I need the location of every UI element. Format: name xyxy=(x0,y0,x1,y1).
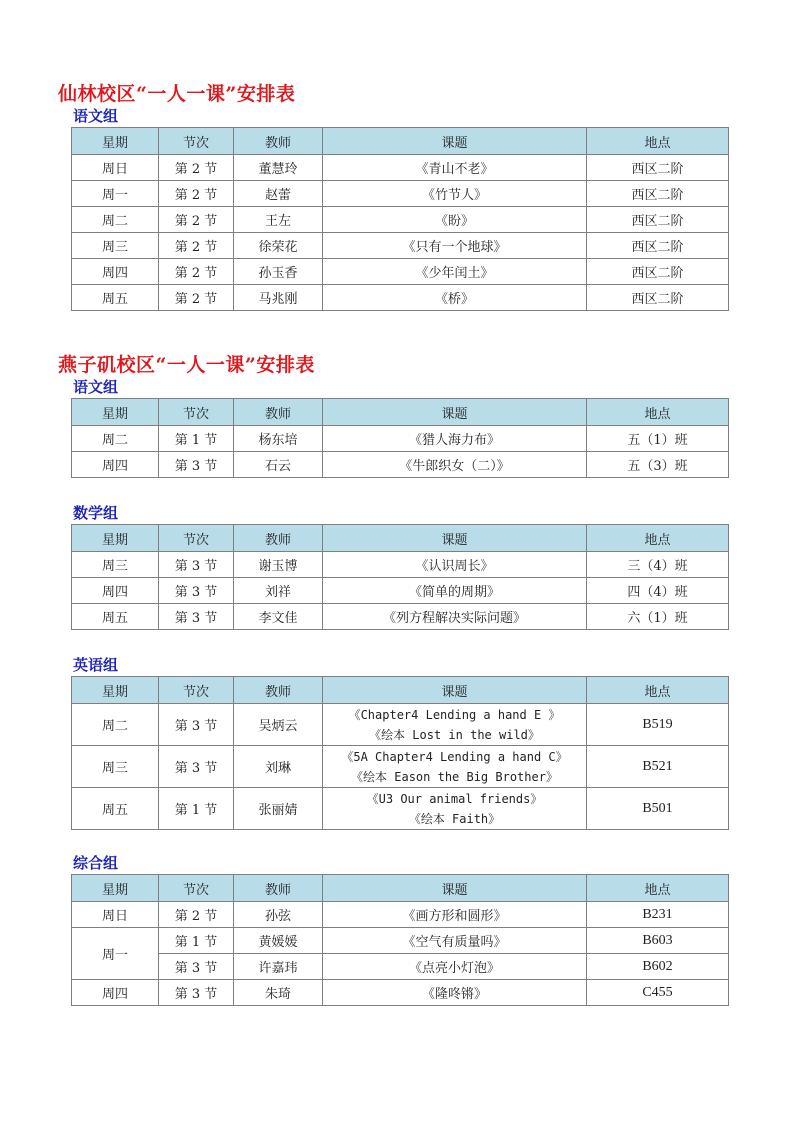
header-day: 星期 xyxy=(72,128,159,155)
cell-teacher: 徐荣花 xyxy=(234,233,323,259)
header-day: 星期 xyxy=(72,525,159,552)
header-room: 地点 xyxy=(587,525,729,552)
header-period: 节次 xyxy=(159,128,234,155)
cell-topic: 《竹节人》 xyxy=(323,181,587,207)
header-room: 地点 xyxy=(587,399,729,426)
table-row xyxy=(72,259,729,285)
table-row xyxy=(72,746,729,788)
yanziji-general-table xyxy=(71,874,729,1006)
header-topic: 课题 xyxy=(323,525,587,552)
cell-room: 五（1）班 xyxy=(587,426,729,452)
cell-period: 第 2 节 xyxy=(159,155,234,181)
table-row xyxy=(72,980,729,1006)
cell-teacher: 刘祥 xyxy=(234,578,323,604)
header-teacher: 教师 xyxy=(234,128,323,155)
yanziji-chinese-group-title: 语文组 xyxy=(73,378,119,396)
cell-period: 第 3 节 xyxy=(159,552,234,578)
cell-topic: 《青山不老》 xyxy=(323,155,587,181)
cell-teacher: 刘琳 xyxy=(234,746,323,788)
header-topic: 课题 xyxy=(323,875,587,902)
cell-teacher: 朱琦 xyxy=(234,980,323,1006)
cell-room: 西区二阶 xyxy=(587,285,729,311)
table-row xyxy=(72,233,729,259)
yanziji-title: 燕子矶校区“一人一课”安排表 xyxy=(58,354,315,376)
table-row xyxy=(72,604,729,630)
cell-topic: 《点亮小灯泡》 xyxy=(323,954,587,980)
cell-period: 第 2 节 xyxy=(159,259,234,285)
cell-topic: 《认识周长》 xyxy=(323,552,587,578)
cell-room: 西区二阶 xyxy=(587,181,729,207)
table-header-row xyxy=(72,875,729,902)
cell-period: 第 2 节 xyxy=(159,207,234,233)
topic-line-2: 《绘本 Faith》 xyxy=(408,811,501,826)
cell-day: 周四 xyxy=(72,259,159,285)
cell-topic: 《少年闰土》 xyxy=(323,259,587,285)
cell-day: 周二 xyxy=(72,426,159,452)
header-teacher: 教师 xyxy=(234,677,323,704)
table-header-row xyxy=(72,677,729,704)
table-header-row xyxy=(72,399,729,426)
cell-topic: 《列方程解决实际问题》 xyxy=(323,604,587,630)
cell-day: 周四 xyxy=(72,452,159,478)
cell-teacher: 董慧玲 xyxy=(234,155,323,181)
cell-teacher: 石云 xyxy=(234,452,323,478)
cell-teacher: 孙玉香 xyxy=(234,259,323,285)
cell-day: 周日 xyxy=(72,902,159,928)
table-row xyxy=(72,155,729,181)
cell-teacher: 孙弦 xyxy=(234,902,323,928)
table-header-row xyxy=(72,128,729,155)
table-row xyxy=(72,426,729,452)
cell-day: 周三 xyxy=(72,233,159,259)
cell-period: 第 3 节 xyxy=(159,452,234,478)
table-row xyxy=(72,704,729,746)
cell-topic: 《盼》 xyxy=(323,207,587,233)
header-teacher: 教师 xyxy=(234,525,323,552)
xianlin-chinese-table xyxy=(71,127,729,311)
table-row xyxy=(72,954,729,980)
header-period: 节次 xyxy=(159,875,234,902)
cell-day: 周四 xyxy=(72,980,159,1006)
table-row xyxy=(72,902,729,928)
header-room: 地点 xyxy=(587,677,729,704)
header-day: 星期 xyxy=(72,875,159,902)
table-row xyxy=(72,928,729,954)
table-row xyxy=(72,552,729,578)
topic-line-1: 《5A Chapter4 Lending a hand C》 xyxy=(341,749,568,764)
table-row xyxy=(72,452,729,478)
yanziji-english-group-title: 英语组 xyxy=(73,656,119,674)
cell-teacher: 张丽婧 xyxy=(234,788,323,830)
cell-topic: 《只有一个地球》 xyxy=(323,233,587,259)
cell-teacher: 杨东培 xyxy=(234,426,323,452)
yanziji-math-table xyxy=(71,524,729,630)
yanziji-math-group-title: 数学组 xyxy=(73,504,119,522)
yanziji-chinese-table xyxy=(71,398,729,478)
cell-room: 西区二阶 xyxy=(587,259,729,285)
topic-line-2: 《绘本 Eason the Big Brother》 xyxy=(351,769,558,784)
header-topic: 课题 xyxy=(323,128,587,155)
header-room: 地点 xyxy=(587,875,729,902)
cell-room: B602 xyxy=(587,954,729,980)
cell-period: 第 2 节 xyxy=(159,181,234,207)
header-topic: 课题 xyxy=(323,399,587,426)
header-room: 地点 xyxy=(587,128,729,155)
table-header-row xyxy=(72,525,729,552)
cell-period: 第 1 节 xyxy=(159,788,234,830)
table-row xyxy=(72,207,729,233)
cell-day: 周五 xyxy=(72,604,159,630)
cell-topic: 《简单的周期》 xyxy=(323,578,587,604)
cell-teacher: 黄媛媛 xyxy=(234,928,323,954)
cell-room: C455 xyxy=(587,980,729,1006)
topic-line-2: 《绘本 Lost in the wild》 xyxy=(369,727,540,742)
cell-room: 五（3）班 xyxy=(587,452,729,478)
header-topic: 课题 xyxy=(323,677,587,704)
cell-teacher: 王左 xyxy=(234,207,323,233)
cell-period: 第 3 节 xyxy=(159,746,234,788)
cell-topic: 《画方形和圆形》 xyxy=(323,902,587,928)
cell-day: 周日 xyxy=(72,155,159,181)
cell-period: 第 2 节 xyxy=(159,233,234,259)
topic-line-1: 《U3 Our animal friends》 xyxy=(366,791,543,806)
cell-topic: 《桥》 xyxy=(323,285,587,311)
table-row xyxy=(72,285,729,311)
cell-room: B519 xyxy=(587,704,729,746)
cell-day: 周三 xyxy=(72,746,159,788)
table-row xyxy=(72,578,729,604)
cell-teacher: 许嘉玮 xyxy=(234,954,323,980)
cell-period: 第 1 节 xyxy=(159,426,234,452)
header-teacher: 教师 xyxy=(234,399,323,426)
header-day: 星期 xyxy=(72,677,159,704)
yanziji-english-table xyxy=(71,676,729,830)
cell-teacher: 李文佳 xyxy=(234,604,323,630)
cell-period: 第 2 节 xyxy=(159,285,234,311)
cell-teacher: 马兆刚 xyxy=(234,285,323,311)
xianlin-chinese-group-title: 语文组 xyxy=(73,107,119,125)
header-day: 星期 xyxy=(72,399,159,426)
header-teacher: 教师 xyxy=(234,875,323,902)
cell-teacher: 谢玉博 xyxy=(234,552,323,578)
cell-topic: 《牛郎织女（二）》 xyxy=(323,452,587,478)
header-period: 节次 xyxy=(159,677,234,704)
table-row xyxy=(72,181,729,207)
cell-day-merged: 周一 xyxy=(72,928,159,980)
cell-room: B231 xyxy=(587,902,729,928)
header-period: 节次 xyxy=(159,525,234,552)
cell-teacher: 吴炳云 xyxy=(234,704,323,746)
cell-period: 第 3 节 xyxy=(159,704,234,746)
cell-period: 第 3 节 xyxy=(159,980,234,1006)
cell-day: 周二 xyxy=(72,704,159,746)
cell-topic xyxy=(323,788,587,830)
cell-topic: 《空气有质量吗》 xyxy=(323,928,587,954)
cell-day: 周五 xyxy=(72,788,159,830)
cell-room: 西区二阶 xyxy=(587,207,729,233)
cell-topic: 《隆咚锵》 xyxy=(323,980,587,1006)
cell-period: 第 3 节 xyxy=(159,578,234,604)
cell-period: 第 1 节 xyxy=(159,928,234,954)
cell-day: 周五 xyxy=(72,285,159,311)
cell-period: 第 3 节 xyxy=(159,604,234,630)
cell-topic xyxy=(323,704,587,746)
cell-period: 第 2 节 xyxy=(159,902,234,928)
cell-day: 周三 xyxy=(72,552,159,578)
cell-room: B501 xyxy=(587,788,729,830)
xianlin-title: 仙林校区“一人一课”安排表 xyxy=(58,83,296,105)
cell-room: 三（4）班 xyxy=(587,552,729,578)
table-row xyxy=(72,788,729,830)
cell-day: 周四 xyxy=(72,578,159,604)
cell-teacher: 赵蕾 xyxy=(234,181,323,207)
cell-period: 第 3 节 xyxy=(159,954,234,980)
cell-room: 西区二阶 xyxy=(587,155,729,181)
cell-room: B603 xyxy=(587,928,729,954)
cell-room: 六（1）班 xyxy=(587,604,729,630)
cell-day: 周二 xyxy=(72,207,159,233)
cell-topic: 《猎人海力布》 xyxy=(323,426,587,452)
cell-day: 周一 xyxy=(72,181,159,207)
yanziji-general-group-title: 综合组 xyxy=(73,854,119,872)
cell-room: 西区二阶 xyxy=(587,233,729,259)
cell-topic xyxy=(323,746,587,788)
topic-line-1: 《Chapter4 Lending a hand E 》 xyxy=(348,707,561,722)
cell-room: 四（4）班 xyxy=(587,578,729,604)
header-period: 节次 xyxy=(159,399,234,426)
cell-room: B521 xyxy=(587,746,729,788)
